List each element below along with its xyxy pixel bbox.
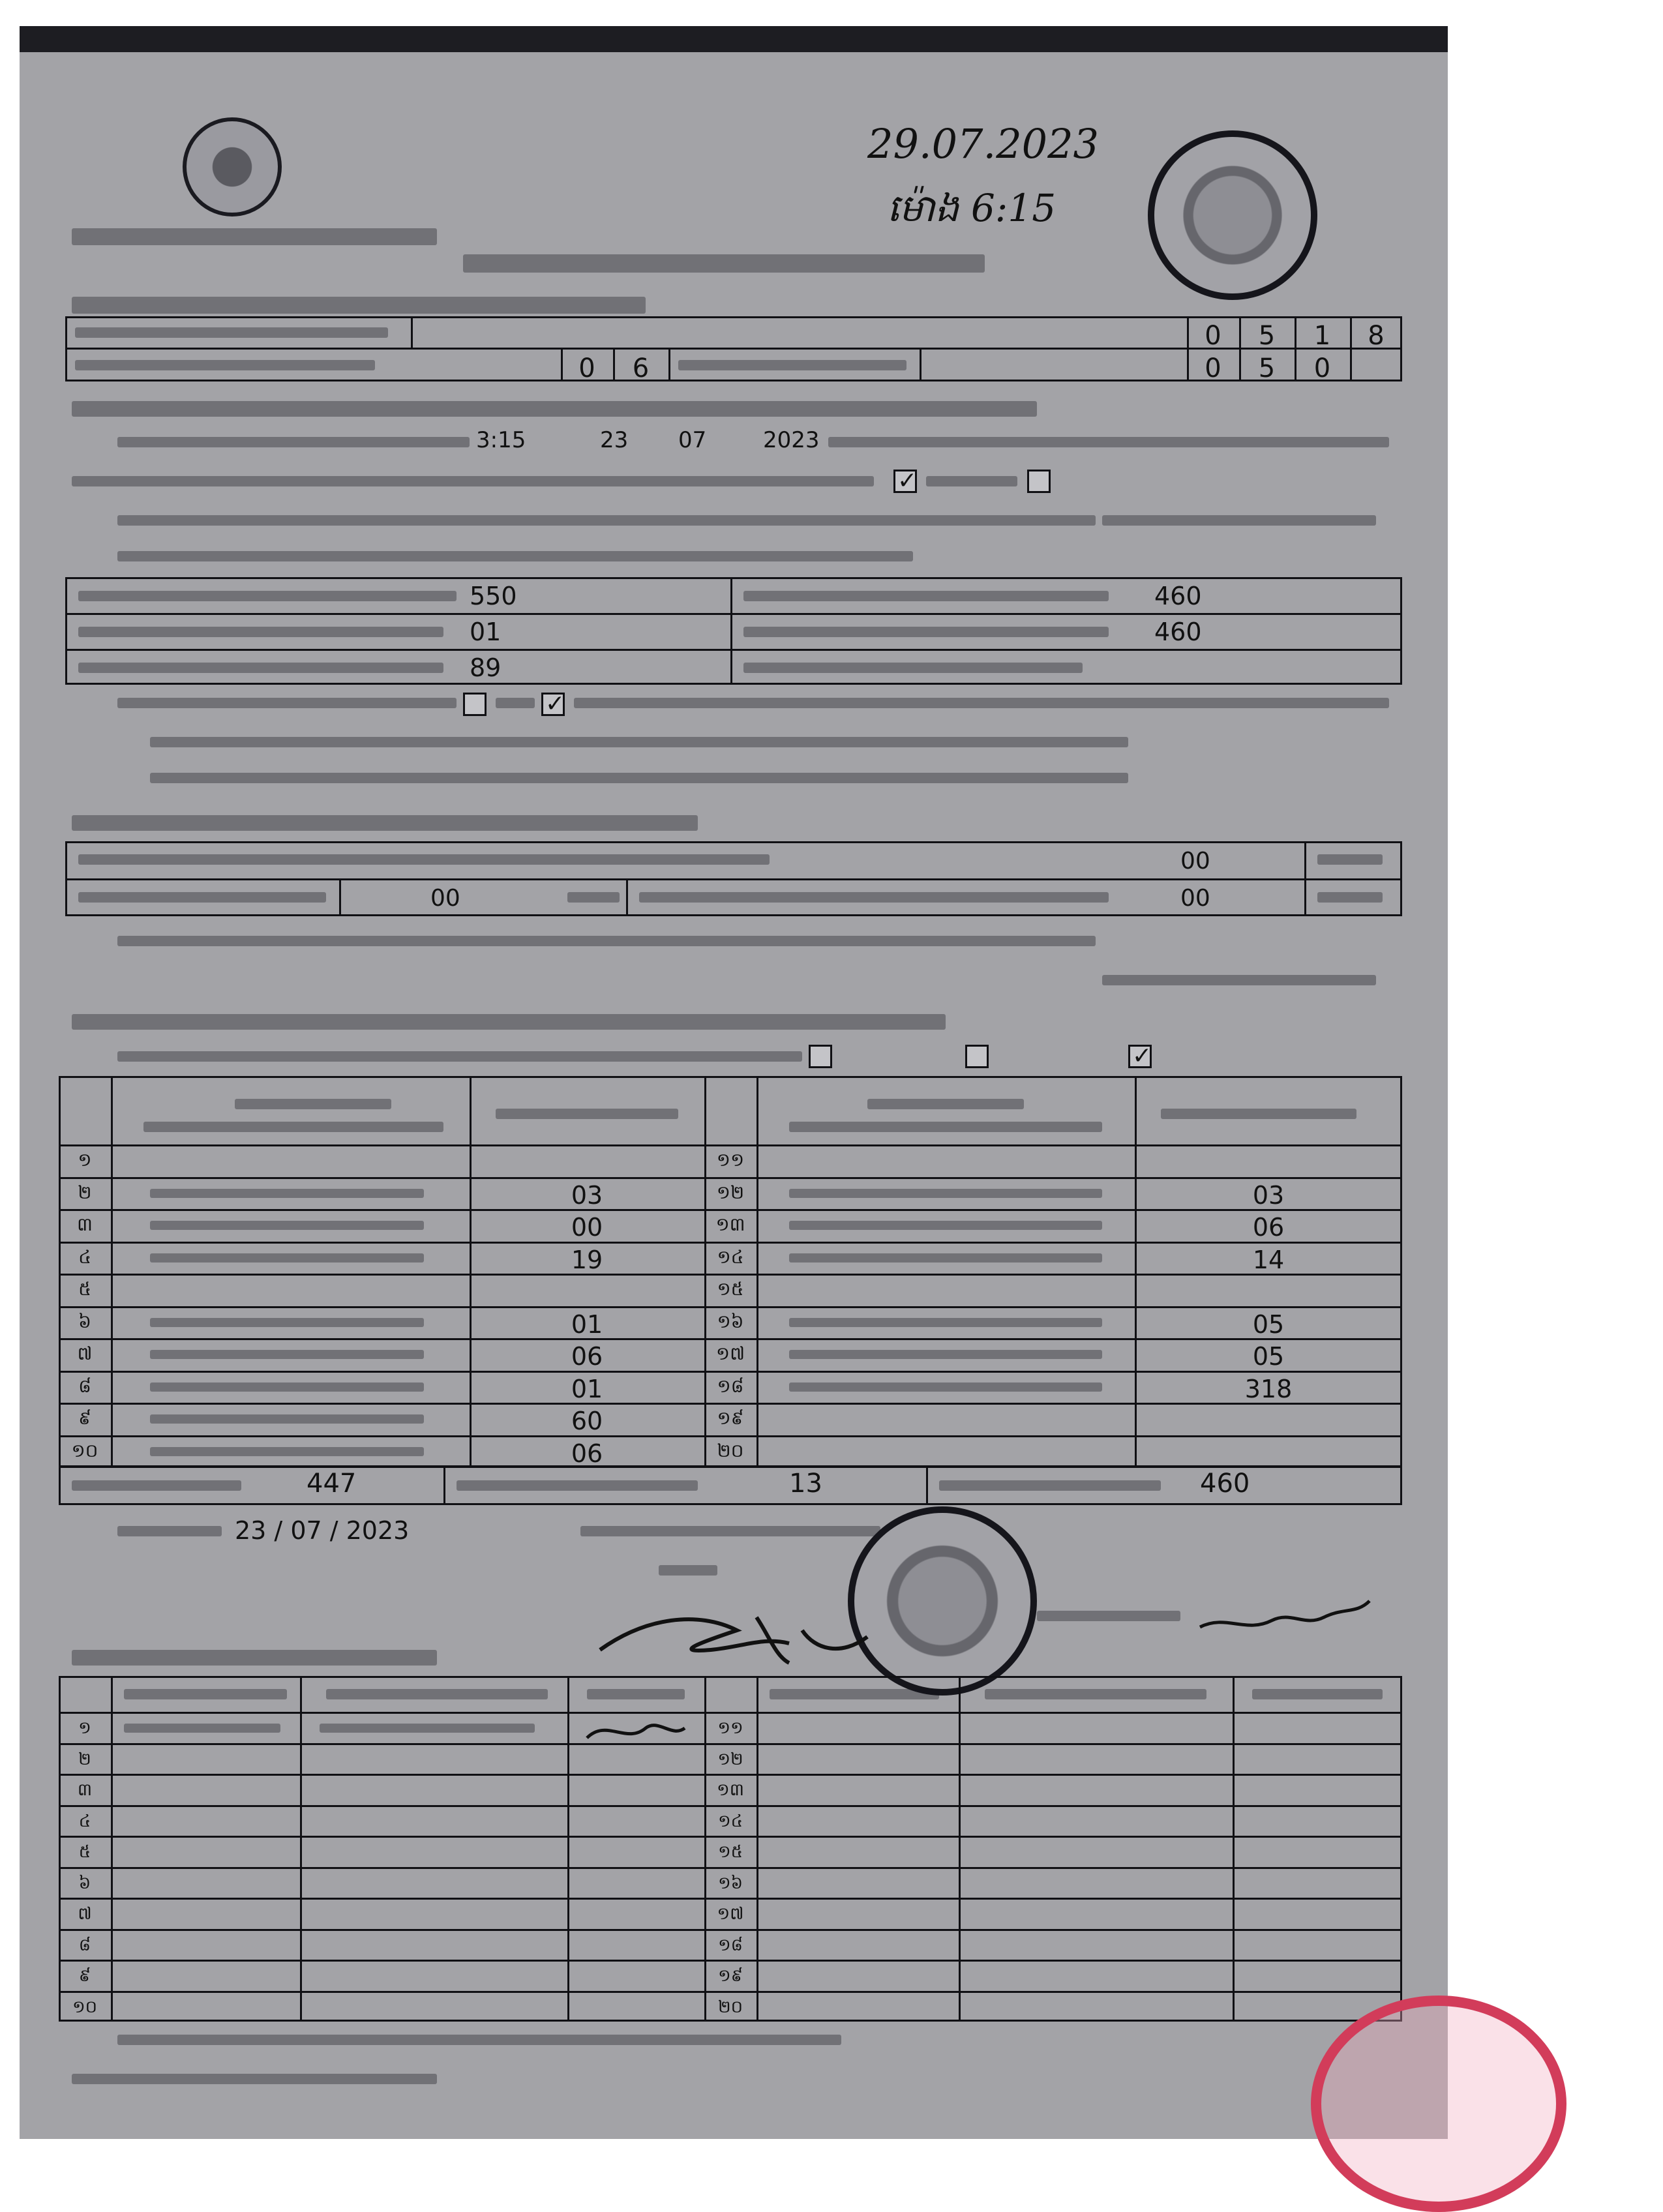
witness-party-handwritten [320, 1724, 535, 1733]
party-name-handwritten [150, 1414, 424, 1424]
row-number: ៦ [78, 1873, 91, 1893]
row-number: ២ [78, 1749, 91, 1769]
row-number: ៧ [77, 1343, 93, 1364]
party-votes: 03 [1252, 1180, 1285, 1210]
row-number: ១៦ [717, 1310, 744, 1332]
commune-code-digit: 0 [1313, 353, 1331, 383]
row-number: ១៩ [717, 1966, 743, 1986]
polling-code-digit: 5 [1258, 321, 1276, 351]
row-number: ១០ [71, 1439, 98, 1461]
party-name-handwritten [789, 1318, 1102, 1327]
party-votes: 03 [571, 1180, 603, 1210]
complaints-resolved: 00 [430, 885, 460, 912]
row-number: ៩ [78, 1407, 91, 1429]
row-number: ១៨ [717, 1375, 744, 1397]
row-number: ៧ [78, 1904, 92, 1924]
row-number: ៩ [78, 1966, 91, 1986]
party-name-handwritten [150, 1382, 424, 1392]
row-number: ១១ [717, 1718, 743, 1738]
checkbox-two-sheets[interactable] [965, 1045, 989, 1068]
district-code-digit: 0 [578, 353, 595, 383]
witness-name-handwritten [124, 1724, 280, 1733]
total-invalid-ballots: 13 [789, 1469, 822, 1499]
row-number: ១៣ [717, 1780, 744, 1800]
polling-code-digit: 8 [1368, 321, 1385, 351]
row-number: ១២ [716, 1181, 745, 1203]
checkbox-one-sheet[interactable] [809, 1045, 832, 1068]
party-votes: 05 [1252, 1309, 1285, 1339]
party-votes: 06 [571, 1439, 603, 1468]
row-number: ៤ [78, 1246, 91, 1268]
row-number: ១៩ [717, 1407, 744, 1429]
voters-voted: 460 [1154, 582, 1202, 610]
party-votes: 318 [1244, 1374, 1293, 1403]
row-number: ៤ [78, 1811, 91, 1831]
ballots-spoiled: 01 [470, 618, 502, 646]
row-number: ៥ [78, 1842, 91, 1862]
received-date: 29.07.2023 [867, 120, 1099, 168]
check-time: 3:15 [476, 427, 526, 453]
row-number: ១១ [716, 1149, 745, 1171]
red-official-stamp [1311, 1995, 1566, 2212]
scan-dark-edge [20, 26, 1448, 52]
party-name-handwritten [150, 1253, 424, 1263]
party-name-handwritten [150, 1221, 424, 1230]
district-code-digit: 6 [632, 353, 650, 383]
ballots-in-box: 460 [1154, 618, 1202, 646]
complaints-count: 00 [1180, 848, 1210, 874]
row-number: ១៥ [717, 1842, 743, 1862]
party-votes: 14 [1252, 1245, 1285, 1274]
row-number: ១៤ [717, 1246, 744, 1268]
scanned-form-sheet [20, 26, 1448, 2139]
polling-code-digit: 1 [1313, 321, 1331, 351]
party-name-handwritten [789, 1221, 1102, 1230]
commune-code-digit: 0 [1205, 353, 1221, 383]
section1-heading [72, 297, 646, 314]
commune-code-digit: 5 [1258, 353, 1276, 383]
party-votes: 06 [1252, 1213, 1285, 1242]
party-name-handwritten [150, 1350, 424, 1359]
row-number: ៨ [78, 1935, 91, 1955]
party-votes: 06 [571, 1342, 603, 1371]
chairman-signature [593, 1591, 893, 1676]
party-name-handwritten [150, 1318, 424, 1327]
row-number: ៨ [78, 1375, 91, 1397]
witness-signature [580, 1712, 691, 1751]
check-month: 07 [678, 427, 707, 453]
row-number: ២០ [717, 1997, 743, 2017]
form-footer [72, 2074, 437, 2084]
row-number: ៣ [77, 1780, 93, 1800]
row-number: ១ [78, 1149, 92, 1171]
committee-name [72, 228, 437, 245]
row-number: ១៣ [715, 1214, 745, 1235]
section5-heading [72, 1650, 437, 1666]
checkbox-same[interactable] [893, 470, 917, 493]
row-number: ១៧ [715, 1343, 745, 1364]
row-number: ១៥ [717, 1278, 744, 1300]
row-number: ២ [78, 1181, 92, 1203]
party-votes: 19 [571, 1245, 603, 1274]
total-ballots-in-box: 460 [1200, 1469, 1250, 1499]
section3-heading [72, 815, 698, 831]
polling-code-digit: 0 [1205, 321, 1221, 351]
ballots-received: 550 [470, 582, 517, 610]
checkbox-diff[interactable] [541, 693, 565, 716]
party-votes: 01 [571, 1309, 603, 1339]
footer-note [117, 2035, 841, 2045]
party-name-handwritten [150, 1189, 424, 1198]
row-number: ៣ [77, 1214, 93, 1235]
row-number: ៦ [78, 1310, 91, 1332]
party-name-handwritten [789, 1253, 1102, 1263]
row-number: ១០ [72, 1997, 98, 2017]
party-name-handwritten [789, 1350, 1102, 1359]
check-day: 23 [600, 427, 629, 453]
checkbox-no-diff[interactable] [463, 693, 487, 716]
received-time: ម៉ោង 6:15 [887, 186, 1056, 230]
row-number: ២០ [717, 1439, 744, 1461]
party-name-handwritten [789, 1189, 1102, 1198]
nec-emblem-icon [183, 117, 282, 217]
party-votes: 60 [571, 1407, 603, 1435]
row-number: ១៧ [717, 1904, 744, 1924]
checkbox-different[interactable] [1027, 470, 1051, 493]
row-number: ១២ [717, 1749, 743, 1769]
row-number: ១៦ [717, 1873, 743, 1893]
section4-heading [72, 1014, 946, 1030]
check-year: 2023 [763, 427, 820, 453]
row-number: ១ [78, 1718, 91, 1738]
party-name-handwritten [150, 1447, 424, 1456]
official-seal-top [1148, 130, 1317, 300]
form-title [463, 254, 985, 273]
party-votes: 05 [1252, 1342, 1285, 1371]
party-votes: 00 [571, 1213, 603, 1242]
section2-heading [72, 401, 1037, 417]
checkbox-three-sheets[interactable] [1128, 1045, 1152, 1068]
party-name-handwritten [789, 1382, 1102, 1392]
row-number: ១៤ [717, 1811, 743, 1831]
party-votes: 01 [571, 1374, 603, 1403]
row-number: ១៨ [717, 1935, 743, 1955]
sign-date: 23 / 07 / 2023 [235, 1516, 410, 1545]
secretary-signature [1193, 1588, 1376, 1647]
row-number: ៥ [78, 1278, 91, 1300]
total-valid-votes: 447 [307, 1469, 357, 1499]
ballots-unused: 89 [470, 653, 502, 682]
complaints-forwarded: 00 [1180, 885, 1210, 912]
